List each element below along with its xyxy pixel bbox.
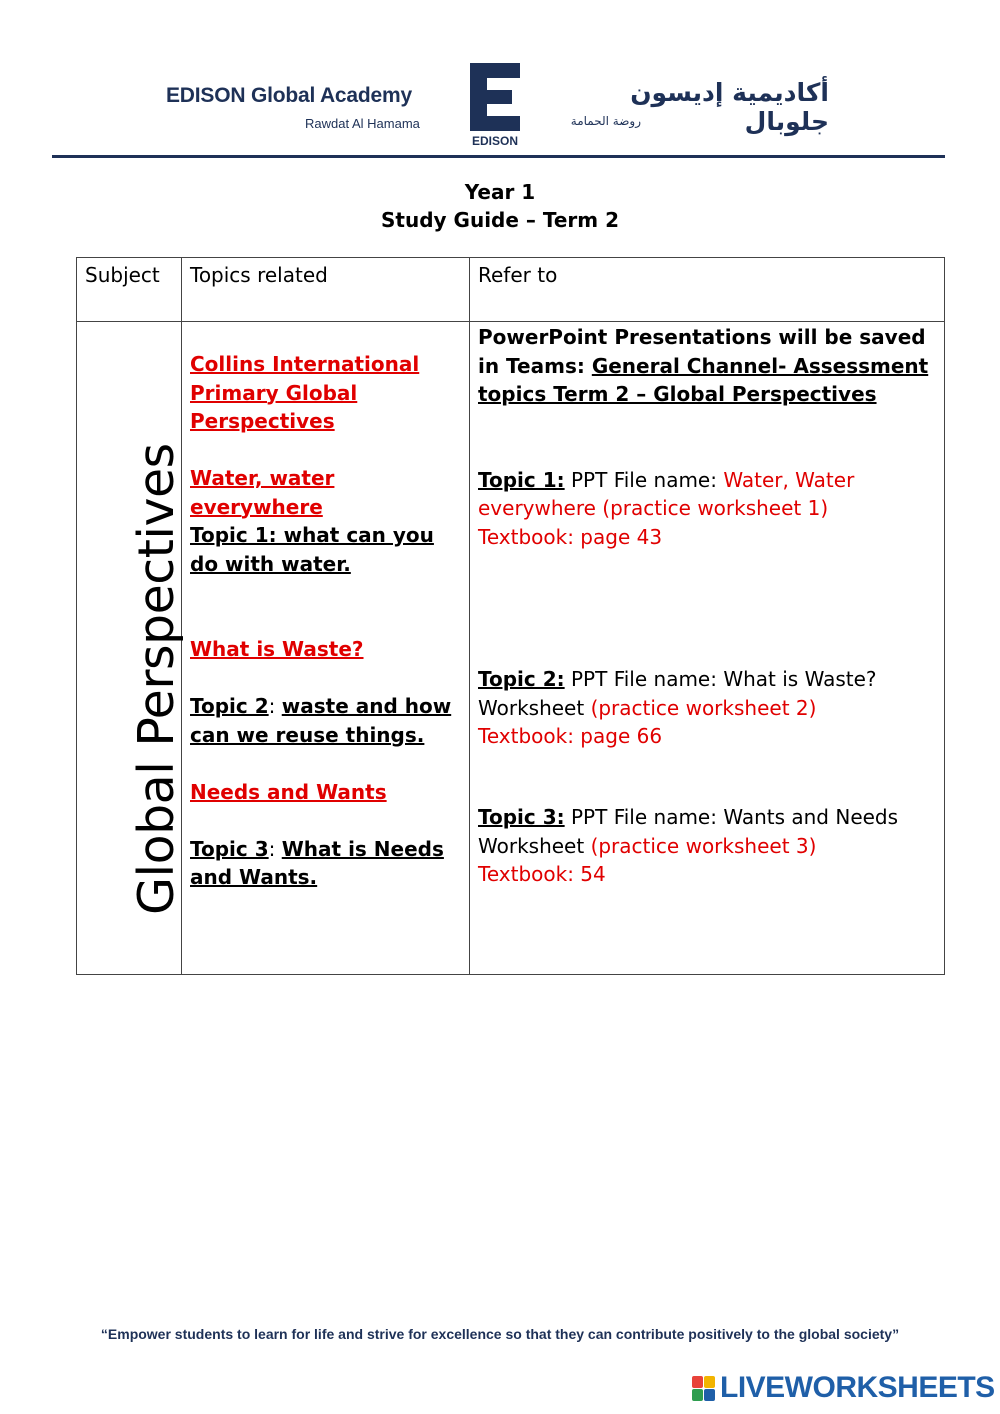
- unit3-topic: [190, 835, 461, 892]
- refer-intro-text: PowerPoint Presentations will be saved in Teams:: [478, 325, 926, 378]
- topic2-ref: [478, 665, 936, 722]
- topic3-ref-label: Topic 3:: [478, 805, 565, 829]
- liveworksheets-wordmark: LIVEWORKSHEETS: [720, 1371, 995, 1404]
- unit2-separator: :: [268, 694, 276, 718]
- liveworksheets-icon: [692, 1376, 716, 1402]
- topic1-ref-label: Topic 1:: [478, 467, 565, 492]
- topic2-ref-prefix: PPT File name: What is Waste? Worksheet: [478, 667, 877, 720]
- page-header: [0, 0, 1000, 160]
- topic2-textbook: Textbook: page 66: [478, 724, 663, 748]
- school-motto: “Empower students to learn for life and strive for excellence so that they can contribute positively to the global society”: [100, 1326, 900, 1342]
- edison-logo-icon: [470, 63, 520, 131]
- unit3-title: Needs and Wants: [190, 779, 387, 804]
- logo-mark-label: EDISON: [471, 134, 518, 148]
- header-refer: Refer to: [470, 258, 945, 322]
- subject-cell: [77, 322, 185, 975]
- table-row: [77, 322, 945, 975]
- topic2-ref-worksheet: (practice worksheet 2): [590, 695, 817, 720]
- school-location-ar: روضة الحمامة: [570, 114, 641, 128]
- topic1-ref: [478, 466, 936, 523]
- book-title: Collins International Primary Global Perspectives: [190, 352, 420, 433]
- unit2-topic: [190, 692, 461, 749]
- header-topics: Topics related: [182, 258, 470, 322]
- header-subject: Subject: [77, 258, 182, 322]
- topic3-ref-prefix: PPT File name: Wants and Needs Worksheet: [478, 805, 899, 858]
- topic1-ref-prefix: PPT File name:: [564, 467, 724, 492]
- unit2-title: What is Waste?: [190, 637, 364, 661]
- page-title-year: Year 1: [464, 180, 536, 204]
- unit1-title: Water, water everywhere: [190, 466, 335, 519]
- header-divider: [52, 155, 945, 158]
- unit1-topic: Topic 1: what can you do with water.: [190, 523, 434, 576]
- unit3-topic-text: What is Needs and Wants.: [190, 836, 444, 889]
- teams-channel-link: General Channel- Assessment topics Term 2 – Global Perspectives: [478, 353, 929, 406]
- unit2-topic-text: waste and how can we reuse things.: [190, 694, 452, 747]
- subject-name: Global Perspectives: [128, 443, 185, 915]
- refer-cell: [470, 322, 945, 975]
- topics-cell: [182, 322, 470, 975]
- unit3-topic-label: Topic 3: [190, 836, 269, 861]
- topic1-textbook: Textbook: page 43: [478, 524, 663, 549]
- topic2-ref-label: Topic 2:: [478, 667, 565, 691]
- page-title-guide: Study Guide – Term 2: [381, 208, 619, 232]
- unit2-topic-label: Topic 2: [190, 694, 269, 718]
- school-name-en: EDISON Global Academy: [166, 84, 412, 107]
- school-location-en: Rawdat Al Hamama: [305, 116, 420, 131]
- unit3-separator: :: [268, 836, 276, 861]
- topic3-textbook: Textbook: 54: [478, 862, 606, 886]
- study-guide-table: [76, 257, 945, 975]
- table-header-row: [77, 258, 945, 322]
- school-name-ar: أكاديمية إديسون جلوبال: [630, 78, 829, 136]
- refer-intro: [478, 323, 936, 409]
- topic3-ref-worksheet: (practice worksheet 3): [590, 833, 817, 858]
- topic3-ref: [478, 803, 936, 860]
- topic1-ref-file: Water, Water everywhere (practice worksheet 1): [478, 467, 855, 520]
